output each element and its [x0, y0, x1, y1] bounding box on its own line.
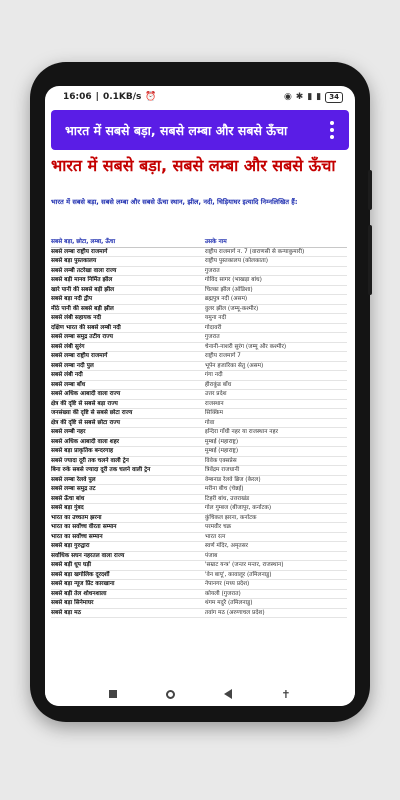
cell-category: सबसे बड़ा पुस्तकालय — [51, 257, 205, 267]
cell-category: सबसे बड़ा प्राकृतिक बन्दरगाह — [51, 447, 205, 457]
cell-category: सबसे लम्बा नदी पुल — [51, 361, 205, 371]
cell-name: राष्ट्रीय पुस्तकालय (कोलकाता) — [205, 257, 347, 267]
table-row — [51, 485, 347, 495]
cell-name: गंगा नदी — [205, 371, 347, 381]
table-row — [51, 608, 347, 618]
cell-name: गोवा — [205, 418, 347, 428]
cell-category: सबसे बड़ी धूप घड़ी — [51, 561, 205, 571]
table-row — [51, 513, 347, 523]
table-row — [51, 304, 347, 314]
cell-category: सबसे लंबी सुरंग — [51, 342, 205, 352]
table-row — [51, 589, 347, 599]
table-row — [51, 352, 347, 362]
home-icon[interactable] — [166, 690, 175, 699]
cell-category: सबसे बड़ा गुंबद — [51, 504, 205, 514]
cell-name: गुजरात — [205, 333, 347, 343]
table-row — [51, 390, 347, 400]
table-row — [51, 466, 347, 476]
cell-category: सबसे बड़ा न्यूज प्रिंट कारखाना — [51, 580, 205, 590]
table-row — [51, 399, 347, 409]
cell-category: भारत का सर्वोच्च वीरता सम्मान — [51, 523, 205, 533]
table-row — [51, 456, 347, 466]
cell-category: सबसे लम्बा बाँध — [51, 380, 205, 390]
table-row — [51, 361, 347, 371]
cell-category: सबसे अधिक आबादी वाला शहर — [51, 437, 205, 447]
cell-name: 'सम्राट यन्त्र' (जन्तर मन्तर, राजस्थान) — [205, 561, 347, 571]
table-row — [51, 418, 347, 428]
signal-icon-2: ▮ — [316, 92, 322, 102]
cell-name: गुजरात — [205, 266, 347, 276]
page-content — [45, 150, 355, 618]
table-row — [51, 409, 347, 419]
cell-name: राष्ट्रीय राजमार्ग 7 — [205, 352, 347, 362]
cell-category: मीठे पानी की सबसे बड़ी झील — [51, 304, 205, 314]
table-row — [51, 323, 347, 333]
cell-name: पंजाब — [205, 551, 347, 561]
cell-category: दक्षिण भारत की सबसे लम्बी नदी — [51, 323, 205, 333]
cell-category: सबसे लम्बा रेलवे पुल — [51, 475, 205, 485]
cell-category: सबसे लम्बा राष्ट्रीय राजमार्ग — [51, 352, 205, 362]
app-bar — [51, 110, 349, 150]
cell-name: चिल्का झील (ओडिशा) — [205, 285, 347, 295]
cell-category: जनसंख्या की दृष्टि से सबसे छोटा राज्य — [51, 409, 205, 419]
table-header-row — [51, 237, 347, 247]
cell-name: भारत रत्न — [205, 532, 347, 542]
cell-name: स्वर्ण मंदिर, अमृतसर — [205, 542, 347, 552]
column-header-name: उसके नाम — [205, 237, 347, 247]
status-time: 16:06 — [63, 92, 92, 102]
cell-name: हीराकुंड बाँध — [205, 380, 347, 390]
recents-icon[interactable] — [109, 690, 117, 698]
cell-category: सबसे लंबी नदी — [51, 371, 205, 381]
cell-name: यमुना नदी — [205, 314, 347, 324]
table-row — [51, 561, 347, 571]
cell-category: भारत का उच्चतम झरना — [51, 513, 205, 523]
table-row — [51, 428, 347, 438]
cell-category: सबसे लम्बा राष्ट्रीय राजमार्ग — [51, 247, 205, 257]
table-row — [51, 437, 347, 447]
table-row — [51, 475, 347, 485]
cell-category: सबसे बड़ा सिनेमाघर — [51, 599, 205, 609]
facts-table — [51, 237, 347, 618]
table-row — [51, 314, 347, 324]
cell-name: भूपेन हजारिका सेतु (असम) — [205, 361, 347, 371]
cell-name: 'वेन बापू', कावालूर (तमिलनाडु) — [205, 570, 347, 580]
table-row — [51, 551, 347, 561]
cell-category: सबसे लंबी सहायक नदी — [51, 314, 205, 324]
cell-category: सबसे लम्बा समुद्र तट — [51, 485, 205, 495]
wifi-icon: ◉ — [283, 92, 292, 102]
navigation-bar — [45, 682, 355, 706]
table-row — [51, 380, 347, 390]
table-row — [51, 333, 347, 343]
table-row — [51, 599, 347, 609]
cell-category: क्षेत्र की दृष्टि से सबसे बड़ा राज्य — [51, 399, 205, 409]
table-row — [51, 285, 347, 295]
cell-name: विवेक एक्सप्रेस — [205, 456, 347, 466]
cell-name: वुलर झील (जम्मू-कश्मीर) — [205, 304, 347, 314]
cell-name: मरीना बीच (चेन्नई) — [205, 485, 347, 495]
cell-name: टिहरी बांध, उत्तराखंड — [205, 494, 347, 504]
table-row — [51, 247, 347, 257]
cell-category: सबसे बड़ी मानव निर्मित झील — [51, 276, 205, 286]
cell-name: इन्दिरा गाँधी नहर या राजस्थान नहर — [205, 428, 347, 438]
cell-name: सिक्किम — [205, 409, 347, 419]
cell-name: गोल गुम्बज (बीजापुर, कर्नाटक) — [205, 504, 347, 514]
table-row — [51, 570, 347, 580]
cell-name: कुंचिकल झरना, कर्नाटक — [205, 513, 347, 523]
status-bar — [45, 86, 355, 108]
cell-category: सबसे लम्बी तटरेखा वाला राज्य — [51, 266, 205, 276]
cell-name: थंगम मदुरै (तमिलनाडु) — [205, 599, 347, 609]
cell-category: सबसे बड़ा खगोलिक दूरदर्शी — [51, 570, 205, 580]
back-icon[interactable] — [224, 689, 232, 699]
intro-text: भारत में सबसे बड़ा, सबसे लम्बा और सबसे ऊँचा स्थान, झील, नदी, चिड़ियाघर इत्यादि निम्नलिखित हैं: — [51, 198, 298, 206]
cell-name: गोविंद सागर (भाखड़ा बांध) — [205, 276, 347, 286]
cell-category: सबसे लम्बा समुद्र तटीय राज्य — [51, 333, 205, 343]
cell-category: सबसे ऊँचा बांध — [51, 494, 205, 504]
table-row — [51, 266, 347, 276]
cell-name: राष्ट्रीय राजमार्ग न. 7 (वाराणसी से कन्याकुमारी) — [205, 247, 347, 257]
cell-category: सबसे बड़ा गुरुद्वारा — [51, 542, 205, 552]
cell-category: सर्वाधिक सघन नहरतल वाला राज्य — [51, 551, 205, 561]
bluetooth-icon: ✱ — [295, 92, 304, 102]
column-header-category: सबसे बड़ा, छोटा, लम्बा, ऊँचा — [51, 237, 205, 247]
table-row — [51, 532, 347, 542]
table-row — [51, 523, 347, 533]
cell-name: गोदावरी — [205, 323, 347, 333]
cell-category: खारे पानी की सबसे बड़ी झील — [51, 285, 205, 295]
accessibility-icon[interactable]: ✝ — [281, 687, 291, 701]
app-title: भारत में सबसे बड़ा, सबसे लम्बा और सबसे ऊँचा — [65, 122, 288, 138]
table-row — [51, 257, 347, 267]
battery-level: 34 — [325, 92, 343, 103]
more-vert-icon[interactable] — [329, 121, 335, 139]
table-row — [51, 295, 347, 305]
cell-name: उत्तर प्रदेश — [205, 390, 347, 400]
cell-name: परमवीर चक्र — [205, 523, 347, 533]
cell-name: कोयली (गुजरात) — [205, 589, 347, 599]
cell-name: वेम्बनाड रेलवे ब्रिज (केरल) — [205, 475, 347, 485]
cell-category: सबसे बड़ा नदी द्वीप — [51, 295, 205, 305]
table-row — [51, 371, 347, 381]
cell-name: राजस्थान — [205, 399, 347, 409]
table-row — [51, 580, 347, 590]
cell-category: सबसे बड़ा मठ — [51, 608, 205, 618]
table-row — [51, 447, 347, 457]
cell-category: सबसे ज्यादा दूरी तक चलने वाली ट्रेन — [51, 456, 205, 466]
signal-icon: ▮ — [307, 92, 313, 102]
cell-name: मुम्बई (महाराष्ट्र) — [205, 447, 347, 457]
cell-name: चेनानी-नाशरी सुरंग (जम्मू और कश्मीर) — [205, 342, 347, 352]
table-row — [51, 494, 347, 504]
volume-button — [368, 170, 372, 210]
cell-category: बिना रुके सबसे ज्यादा दूरी तक चलने वाली ट्रेन — [51, 466, 205, 476]
status-speed: 0.1KB/s — [102, 92, 142, 102]
cell-name: नेपानगर (मध्य प्रदेश) — [205, 580, 347, 590]
status-separator: | — [95, 92, 99, 102]
table-row — [51, 276, 347, 286]
cell-category: क्षेत्र की दृष्टि से सबसे छोटा राज्य — [51, 418, 205, 428]
power-button — [368, 225, 372, 295]
table-row — [51, 504, 347, 514]
table-row — [51, 542, 347, 552]
cell-name: ब्रह्मपुत्र नदी (असम) — [205, 295, 347, 305]
table-row — [51, 342, 347, 352]
cell-name: त्रिवेंद्रम राजधानी — [205, 466, 347, 476]
cell-category: भारत का सर्वोच्च सम्मान — [51, 532, 205, 542]
table-body — [51, 247, 347, 618]
page-title: भारत में सबसे बड़ा, सबसे लम्बा और सबसे ऊँचा — [51, 156, 336, 175]
phone-screen — [45, 86, 355, 706]
cell-category: सबसे लम्बी नहर — [51, 428, 205, 438]
cell-category: सबसे अधिक आबादी वाला राज्य — [51, 390, 205, 400]
cell-name: मुम्बई (महाराष्ट्र) — [205, 437, 347, 447]
cell-category: सबसे बड़ी तेल शोधनशाला — [51, 589, 205, 599]
cell-name: तवांग मठ (अरुणाचल प्रदेश) — [205, 608, 347, 618]
alarm-icon: ⏰ — [145, 92, 157, 102]
